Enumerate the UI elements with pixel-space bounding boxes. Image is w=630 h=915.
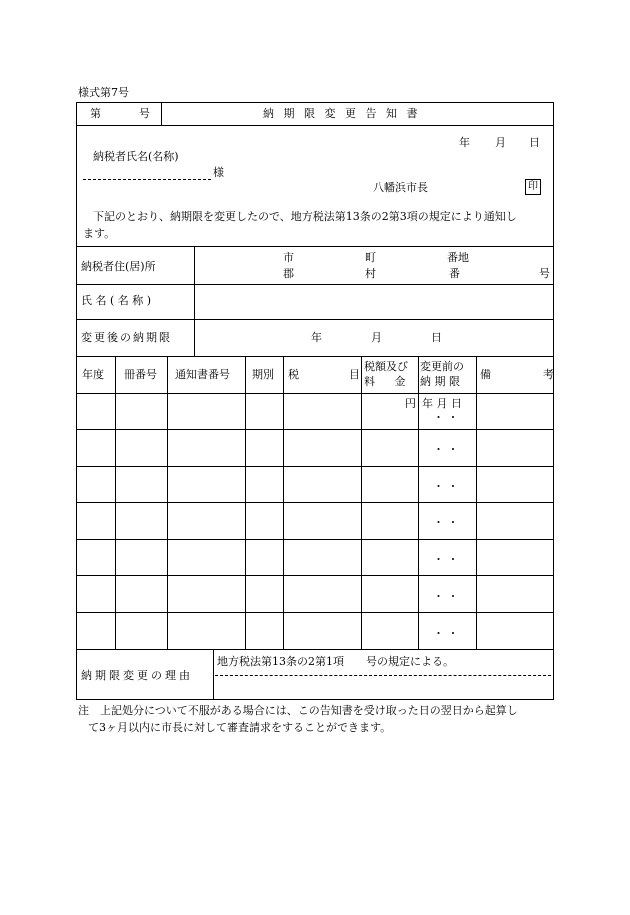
taxpayer-name-line xyxy=(83,179,211,180)
label-column-divider xyxy=(194,246,195,356)
header-moku: 目 xyxy=(349,368,360,381)
new-deadline-day: 日 xyxy=(431,331,442,344)
header-divider xyxy=(161,103,162,125)
header-satsuban: 冊番号 xyxy=(124,368,157,381)
address-gun: 郡 xyxy=(283,267,294,280)
header-nendo: 年度 xyxy=(82,368,104,381)
header-zeigaku-1: 税額及び xyxy=(364,360,408,373)
issue-day: 日 xyxy=(529,136,540,149)
row-5-bottom-line xyxy=(77,575,553,576)
notice-form xyxy=(76,102,554,700)
address-label: 納税者住(居)所 xyxy=(81,260,156,273)
issuer-name: 八幡浜市長 xyxy=(373,181,428,194)
header-tsuchisho: 通知書番号 xyxy=(175,368,230,381)
document-title: 納 期 限 変 更 告 知 書 xyxy=(263,107,421,120)
address-banchi: 番地 xyxy=(447,251,469,264)
address-machi: 町 xyxy=(365,251,376,264)
address-top-line xyxy=(77,246,553,247)
row-6-bottom-line xyxy=(77,612,553,613)
reason-label: 納期限変更の理由 xyxy=(81,669,193,682)
row-4-date-dots: ・ ・ xyxy=(433,516,459,529)
address-mura: 村 xyxy=(365,267,376,280)
number-label: 第 xyxy=(90,107,101,120)
row-2-date-dots: ・ ・ xyxy=(433,443,459,456)
note-line-2: て3ヶ月以内に市長に対して審査請求をすることができます。 xyxy=(88,721,392,734)
yen-unit: 円 xyxy=(405,397,416,410)
deadline-top-line xyxy=(77,319,553,320)
reason-dashed-line xyxy=(215,675,551,676)
new-deadline-year: 年 xyxy=(311,331,322,344)
header-henkomae-1: 変更前の xyxy=(420,360,464,373)
row-6-date-dots: ・ ・ xyxy=(433,590,459,603)
reason-divider xyxy=(213,649,214,699)
row-7-date-dots: ・ ・ xyxy=(433,627,459,640)
table-top-line xyxy=(77,356,553,357)
issue-year: 年 xyxy=(459,136,470,149)
row-2-bottom-line xyxy=(77,466,553,467)
first-row-date-units: 年 月 日 xyxy=(422,397,462,410)
row-4-bottom-line xyxy=(77,539,553,540)
header-zei: 税 xyxy=(288,368,299,381)
header-kibetsu: 期別 xyxy=(252,368,274,381)
sama-label: 様 xyxy=(213,166,224,179)
row-5-date-dots: ・ ・ xyxy=(433,553,459,566)
row-1-date-dots: ・ ・ xyxy=(433,411,459,424)
table-header-bottom-line xyxy=(77,393,553,394)
note-line-1: 注 上記処分について不服がある場合には、この告知書を受け取った日の翌日から起算し xyxy=(78,704,518,717)
row-1-bottom-line xyxy=(77,429,553,430)
address-shi: 市 xyxy=(283,251,294,264)
new-deadline-month: 月 xyxy=(371,331,382,344)
name-top-line xyxy=(77,284,553,285)
address-ban: 番 xyxy=(449,267,460,280)
intro-text-line1: 下記のとおり、納期限を変更したので、地方税法第13条の2第3項の規定により通知し xyxy=(93,210,517,223)
header-henkomae-2: 納 期 限 xyxy=(420,375,460,388)
row-3-date-dots: ・ ・ xyxy=(433,480,459,493)
header-bi: 備 xyxy=(480,368,491,381)
header-bottom-line xyxy=(77,125,553,126)
table-bottom-line xyxy=(77,649,553,650)
name-label: 氏 名 ( 名 称 ) xyxy=(81,294,152,307)
taxpayer-name-label: 納税者氏名(名称) xyxy=(93,150,179,163)
reason-text: 地方税法第13条の2第1項 号の規定による。 xyxy=(217,655,454,668)
row-3-bottom-line xyxy=(77,502,553,503)
number-suffix: 号 xyxy=(139,107,150,120)
seal-mark: 印 xyxy=(525,179,541,195)
address-go: 号 xyxy=(539,267,550,280)
form-number: 様式第7号 xyxy=(78,86,129,99)
intro-text-line2: ます。 xyxy=(83,227,116,240)
header-ko: 考 xyxy=(543,368,554,381)
new-deadline-label: 変更後の納期限 xyxy=(81,331,172,344)
issue-month: 月 xyxy=(495,136,506,149)
header-zeigaku-2: 料 金 xyxy=(364,375,414,388)
